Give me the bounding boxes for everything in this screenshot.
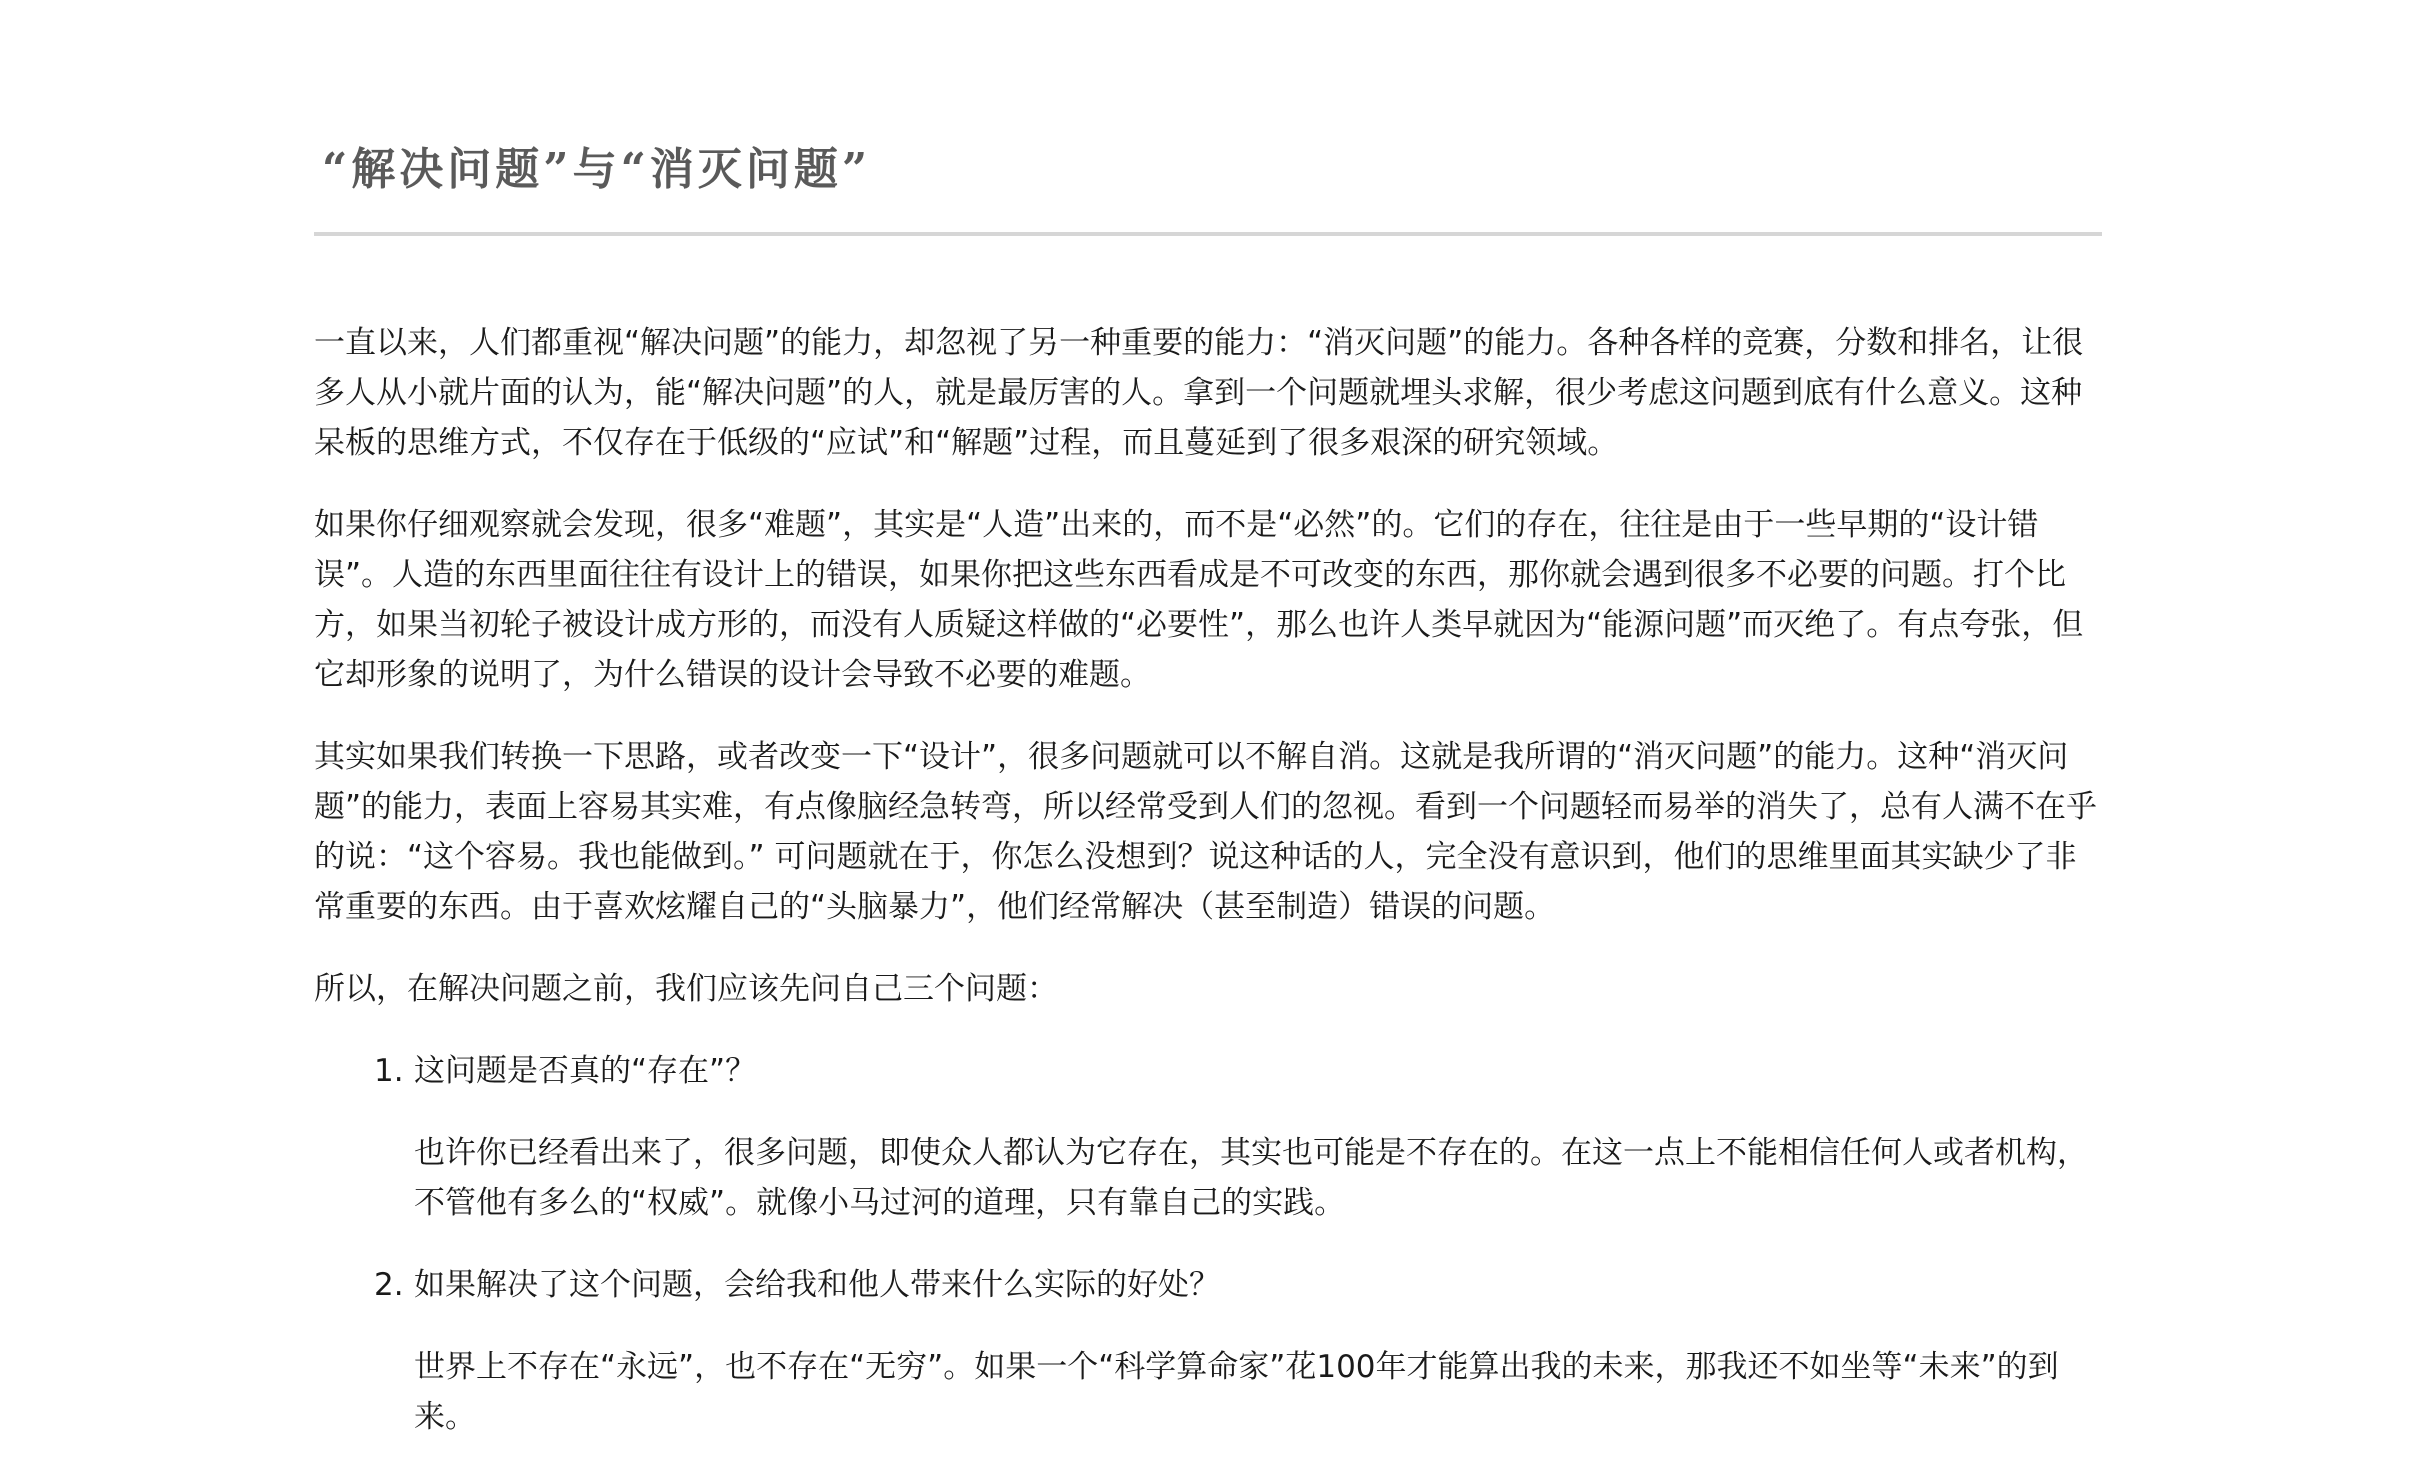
question-item-1 — [374, 1046, 2102, 1228]
article — [314, 140, 2102, 1474]
paragraph-1: 一直以来，人们都重视“解决问题”的能力，却忽视了另一种重要的能力：“消灭问题”的能力。各种各样的竞赛，分数和排名，让很多人从小就片面的认为，能“解决问题”的人，就是最厉害的人。拿到一个问题就埋头求解，很少考虑这问题到底有什么意义。这种呆板的思维方式，不仅存在于低级的“应试”和“解题”过程，而且蔓延到了很多艰深的研究领域。 — [314, 325, 2084, 461]
question-text: 也许你已经看出来了，很多问题，即使众人都认为它存在，其实也可能是不存在的。在这一点上不能相信任何人或者机构，不管他有多么的“权威”。就像小马过河的道理，只有靠自己的实践。 — [414, 1135, 2088, 1221]
paragraph-4: 所以，在解决问题之前，我们应该先问自己三个问题： — [314, 971, 1058, 1007]
paragraph-3: 其实如果我们转换一下思路，或者改变一下“设计”，很多问题就可以不解自消。这就是我所谓的“消灭问题”的能力。这种“消灭问题”的能力，表面上容易其实难，有点像脑经急转弯，所以经常受到人们的忽视。看到一个问题轻而易举的消失了，总有人满不在乎的说：“这个容易。我也能做到。” 可问题就在于，你怎么没想到？说这种话的人，完全没有意识到，他们的思维里面其实缺少了非常重要的东西。由于喜欢炫耀自己的“头脑暴力”，他们经常解决（甚至制造）错误的问题。 — [314, 739, 2098, 925]
question-title: 这问题是否真的“存在”？ — [414, 1053, 757, 1089]
question-item-2 — [374, 1260, 2102, 1442]
paragraph-2: 如果你仔细观察就会发现，很多“难题”，其实是“人造”出来的，而不是“必然”的。它们的存在，往往是由于一些早期的“设计错误”。人造的东西里面往往有设计上的错误，如果你把这些东西看成是不可改变的东西，那你就会遇到很多不必要的问题。打个比方，如果当初轮子被设计成方形的，而没有人质疑这样做的“必要性”，那么也许人类早就因为“能源问题”而灭绝了。有点夸张，但它却形象的说明了，为什么错误的设计会导致不必要的难题。 — [314, 507, 2084, 693]
question-number: 2. — [374, 1267, 404, 1303]
question-number: 1. — [374, 1053, 404, 1089]
question-title: 如果解决了这个问题，会给我和他人带来什么实际的好处？ — [414, 1267, 1220, 1303]
question-list — [314, 1046, 2102, 1442]
article-title: “解决问题”与“消灭问题” — [314, 140, 2102, 236]
question-text: 世界上不存在“永远”，也不存在“无穷”。如果一个“科学算命家”花100年才能算出我的未来，那我还不如坐等“未来”的到来。 — [414, 1349, 2059, 1435]
article-body — [314, 318, 2102, 1442]
